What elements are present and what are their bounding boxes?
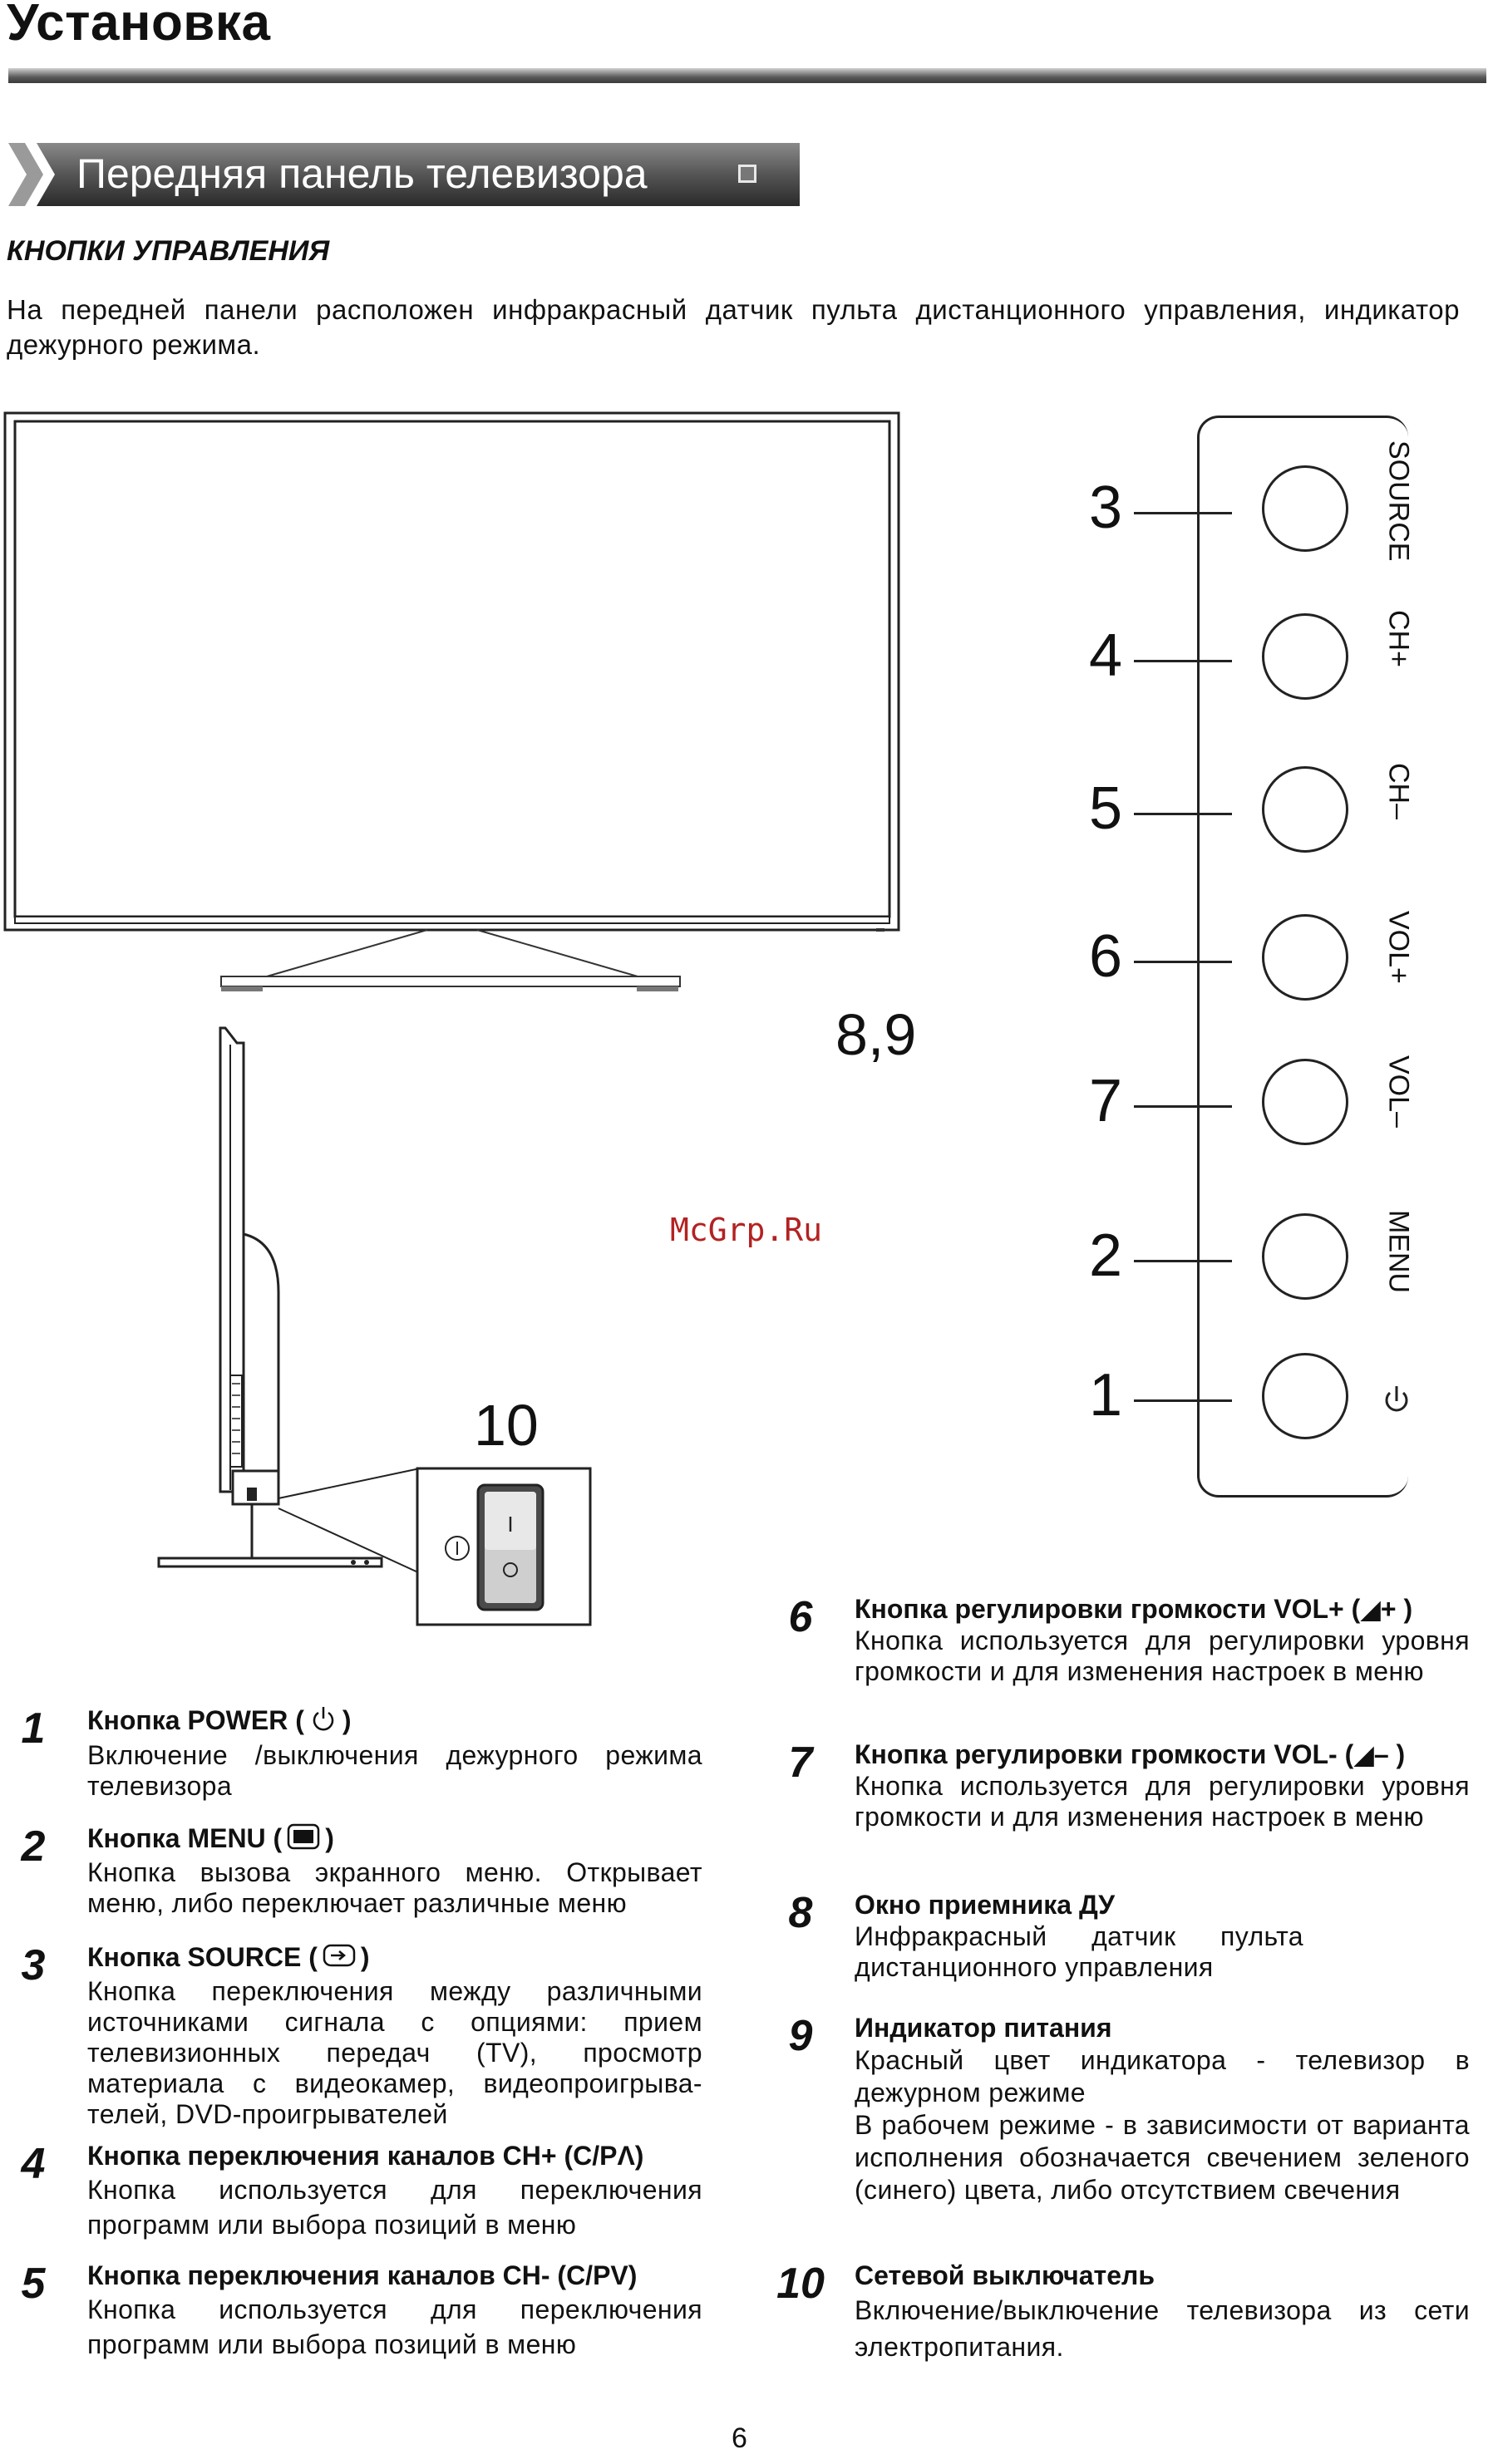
title-end: ) <box>325 1823 334 1853</box>
panel-leader-line <box>1134 1260 1232 1262</box>
panel-row-menu <box>1081 1210 1413 1310</box>
description-source <box>21 1940 702 2130</box>
ch-minus-button[interactable] <box>1262 766 1348 853</box>
description-menu <box>21 1822 702 1919</box>
panel-row-vol-plus <box>1081 911 1413 1011</box>
description-number: 2 <box>21 1822 46 1871</box>
description-title: Окно приемника ДУ <box>855 1890 1116 1920</box>
description-vol-plus <box>788 1592 1470 1687</box>
power-switch-illustration <box>416 1467 594 1629</box>
description-number: 7 <box>788 1739 813 1787</box>
page-number: 6 <box>732 2422 747 2454</box>
title-text: Кнопка POWER ( <box>87 1705 304 1735</box>
description-vol-minus <box>788 1738 1470 1832</box>
title-end: ◢– ) <box>1353 1739 1406 1769</box>
title-text: Кнопка регулировки громкости VOL+ ( <box>855 1594 1361 1624</box>
panel-row-power <box>1081 1350 1413 1449</box>
description-body: Красный цвет индикатора - телевизор в дежурном режиме В рабочем режиме - в зависимости от варианта исполнения обозначается свечением зеленого (синего) цвета, либо отсутствием свечения <box>855 2045 1470 2205</box>
panel-row-vol-minus <box>1081 1055 1413 1155</box>
description-body: Включение/выключение телевизора из сети электропитания. <box>855 2295 1470 2362</box>
description-number: 5 <box>21 2260 46 2308</box>
ch-plus-button[interactable] <box>1262 613 1348 700</box>
panel-number: 3 <box>1088 475 1123 541</box>
source-button[interactable] <box>1262 465 1348 552</box>
description-title <box>87 1940 702 1976</box>
panel-number: 7 <box>1088 1068 1123 1134</box>
description-power-indicator <box>788 2011 1470 2206</box>
panel-label: VOL– <box>1382 1055 1415 1128</box>
description-body: Включение /выключения дежурного режима телевизора <box>87 1740 702 1802</box>
panel-leader-line <box>1134 512 1232 514</box>
description-body: Кнопка переключения между различными источниками сигнала с опциями: прием телевизионных передач (TV), просмотр материала с видеокамер, видеопроигрыва-телей, DVD-проигрывателей <box>87 1976 702 2130</box>
panel-number: 1 <box>1088 1362 1123 1429</box>
description-title: Кнопка переключения каналов CH- (C/PV) <box>87 2260 638 2290</box>
watermark: McGrp.Ru <box>670 1212 823 1248</box>
panel-label: VOL+ <box>1382 911 1415 984</box>
description-body: Кнопка используется для регулировки уровня громкости и для изменения настроек в меню <box>855 1625 1470 1686</box>
source-icon <box>323 1942 356 1976</box>
panel-number: 4 <box>1088 622 1123 689</box>
title-text: Кнопка регулировки громкости VOL- ( <box>855 1739 1354 1769</box>
square-bullet-icon <box>738 165 756 183</box>
panel-leader-line <box>1134 1105 1232 1108</box>
panel-leader-line <box>1134 660 1232 662</box>
description-body: Инфракрасный датчик пульта дистанционного управления <box>855 1921 1303 1982</box>
panel-leader-line <box>1134 961 1232 963</box>
description-number: 1 <box>21 1704 46 1753</box>
description-number: 3 <box>21 1941 46 1989</box>
panel-label: SOURCE <box>1382 440 1415 562</box>
description-ch-plus <box>21 2139 702 2242</box>
section-heading: Передняя панель телевизора <box>76 150 648 197</box>
panel-number: 5 <box>1088 775 1123 842</box>
description-title: Кнопка переключения каналов CH+ (C/PΛ) <box>87 2141 644 2171</box>
power-icon <box>309 1704 338 1740</box>
power-icon <box>1380 1381 1413 1418</box>
tv-side-illustration <box>154 1026 453 1591</box>
description-body: Кнопка вызова экранного меню. Открывает меню, либо переключает различные меню <box>87 1857 702 1919</box>
ir-indicator-callout: 8,9 <box>835 1002 917 1067</box>
panel-label: CH+ <box>1382 610 1415 667</box>
panel-leader-line <box>1134 813 1232 815</box>
title-divider <box>8 68 1486 83</box>
power-switch-callout: 10 <box>474 1393 539 1458</box>
description-number: 9 <box>788 2012 813 2060</box>
panel-row-source <box>1081 440 1415 562</box>
panel-label: MENU <box>1382 1210 1415 1294</box>
title-end: ) <box>360 1942 370 1972</box>
description-mains-switch <box>776 2259 1470 2365</box>
description-title: Сетевой выключатель <box>855 2260 1155 2290</box>
panel-number: 6 <box>1088 923 1123 990</box>
power-button[interactable] <box>1262 1353 1348 1439</box>
panel-leader-line <box>1134 1399 1232 1402</box>
description-title <box>855 1592 1470 1625</box>
panel-number: 2 <box>1088 1222 1123 1289</box>
vol-minus-button[interactable] <box>1262 1059 1348 1145</box>
description-body: Кнопка используется для переключения программ или выбора позиций в меню <box>87 2175 702 2240</box>
description-title: Индикатор питания <box>855 2013 1112 2043</box>
title-end: ) <box>342 1705 352 1735</box>
description-power <box>21 1704 702 1802</box>
description-number: 10 <box>776 2260 825 2308</box>
menu-button[interactable] <box>1262 1213 1348 1300</box>
intro-paragraph: На передней панели расположен инфракрасный датчик пульта дистанционного управления, индикатор дежурного режима. <box>7 294 1460 360</box>
title-end: ◢+ ) <box>1360 1594 1413 1624</box>
page-title: Установка <box>7 0 271 52</box>
description-body: Кнопка используется для регулировки уровня громкости и для изменения настроек в меню <box>855 1771 1470 1832</box>
title-text: Кнопка MENU ( <box>87 1823 283 1853</box>
description-ir-receiver <box>788 1888 1470 1983</box>
panel-row-ch-plus <box>1081 610 1413 710</box>
description-title <box>87 1822 702 1857</box>
tv-front-illustration <box>3 411 909 1010</box>
svg-text:I: I <box>507 1512 514 1537</box>
vol-plus-button[interactable] <box>1262 914 1348 1001</box>
description-ch-minus <box>21 2259 702 2362</box>
description-title <box>87 1704 702 1740</box>
menu-icon <box>287 1823 320 1857</box>
description-body: Кнопка используется для переключения программ или выбора позиций в меню <box>87 2294 702 2359</box>
description-title <box>855 1738 1470 1771</box>
controls-subheading: КНОПКИ УПРАВЛЕНИЯ <box>7 235 330 267</box>
panel-row-ch-minus <box>1081 763 1413 863</box>
title-text: Кнопка SOURCE ( <box>87 1942 318 1972</box>
panel-label: CH– <box>1382 763 1415 820</box>
description-number: 4 <box>21 2140 46 2188</box>
description-number: 6 <box>788 1593 813 1641</box>
description-number: 8 <box>788 1889 813 1937</box>
